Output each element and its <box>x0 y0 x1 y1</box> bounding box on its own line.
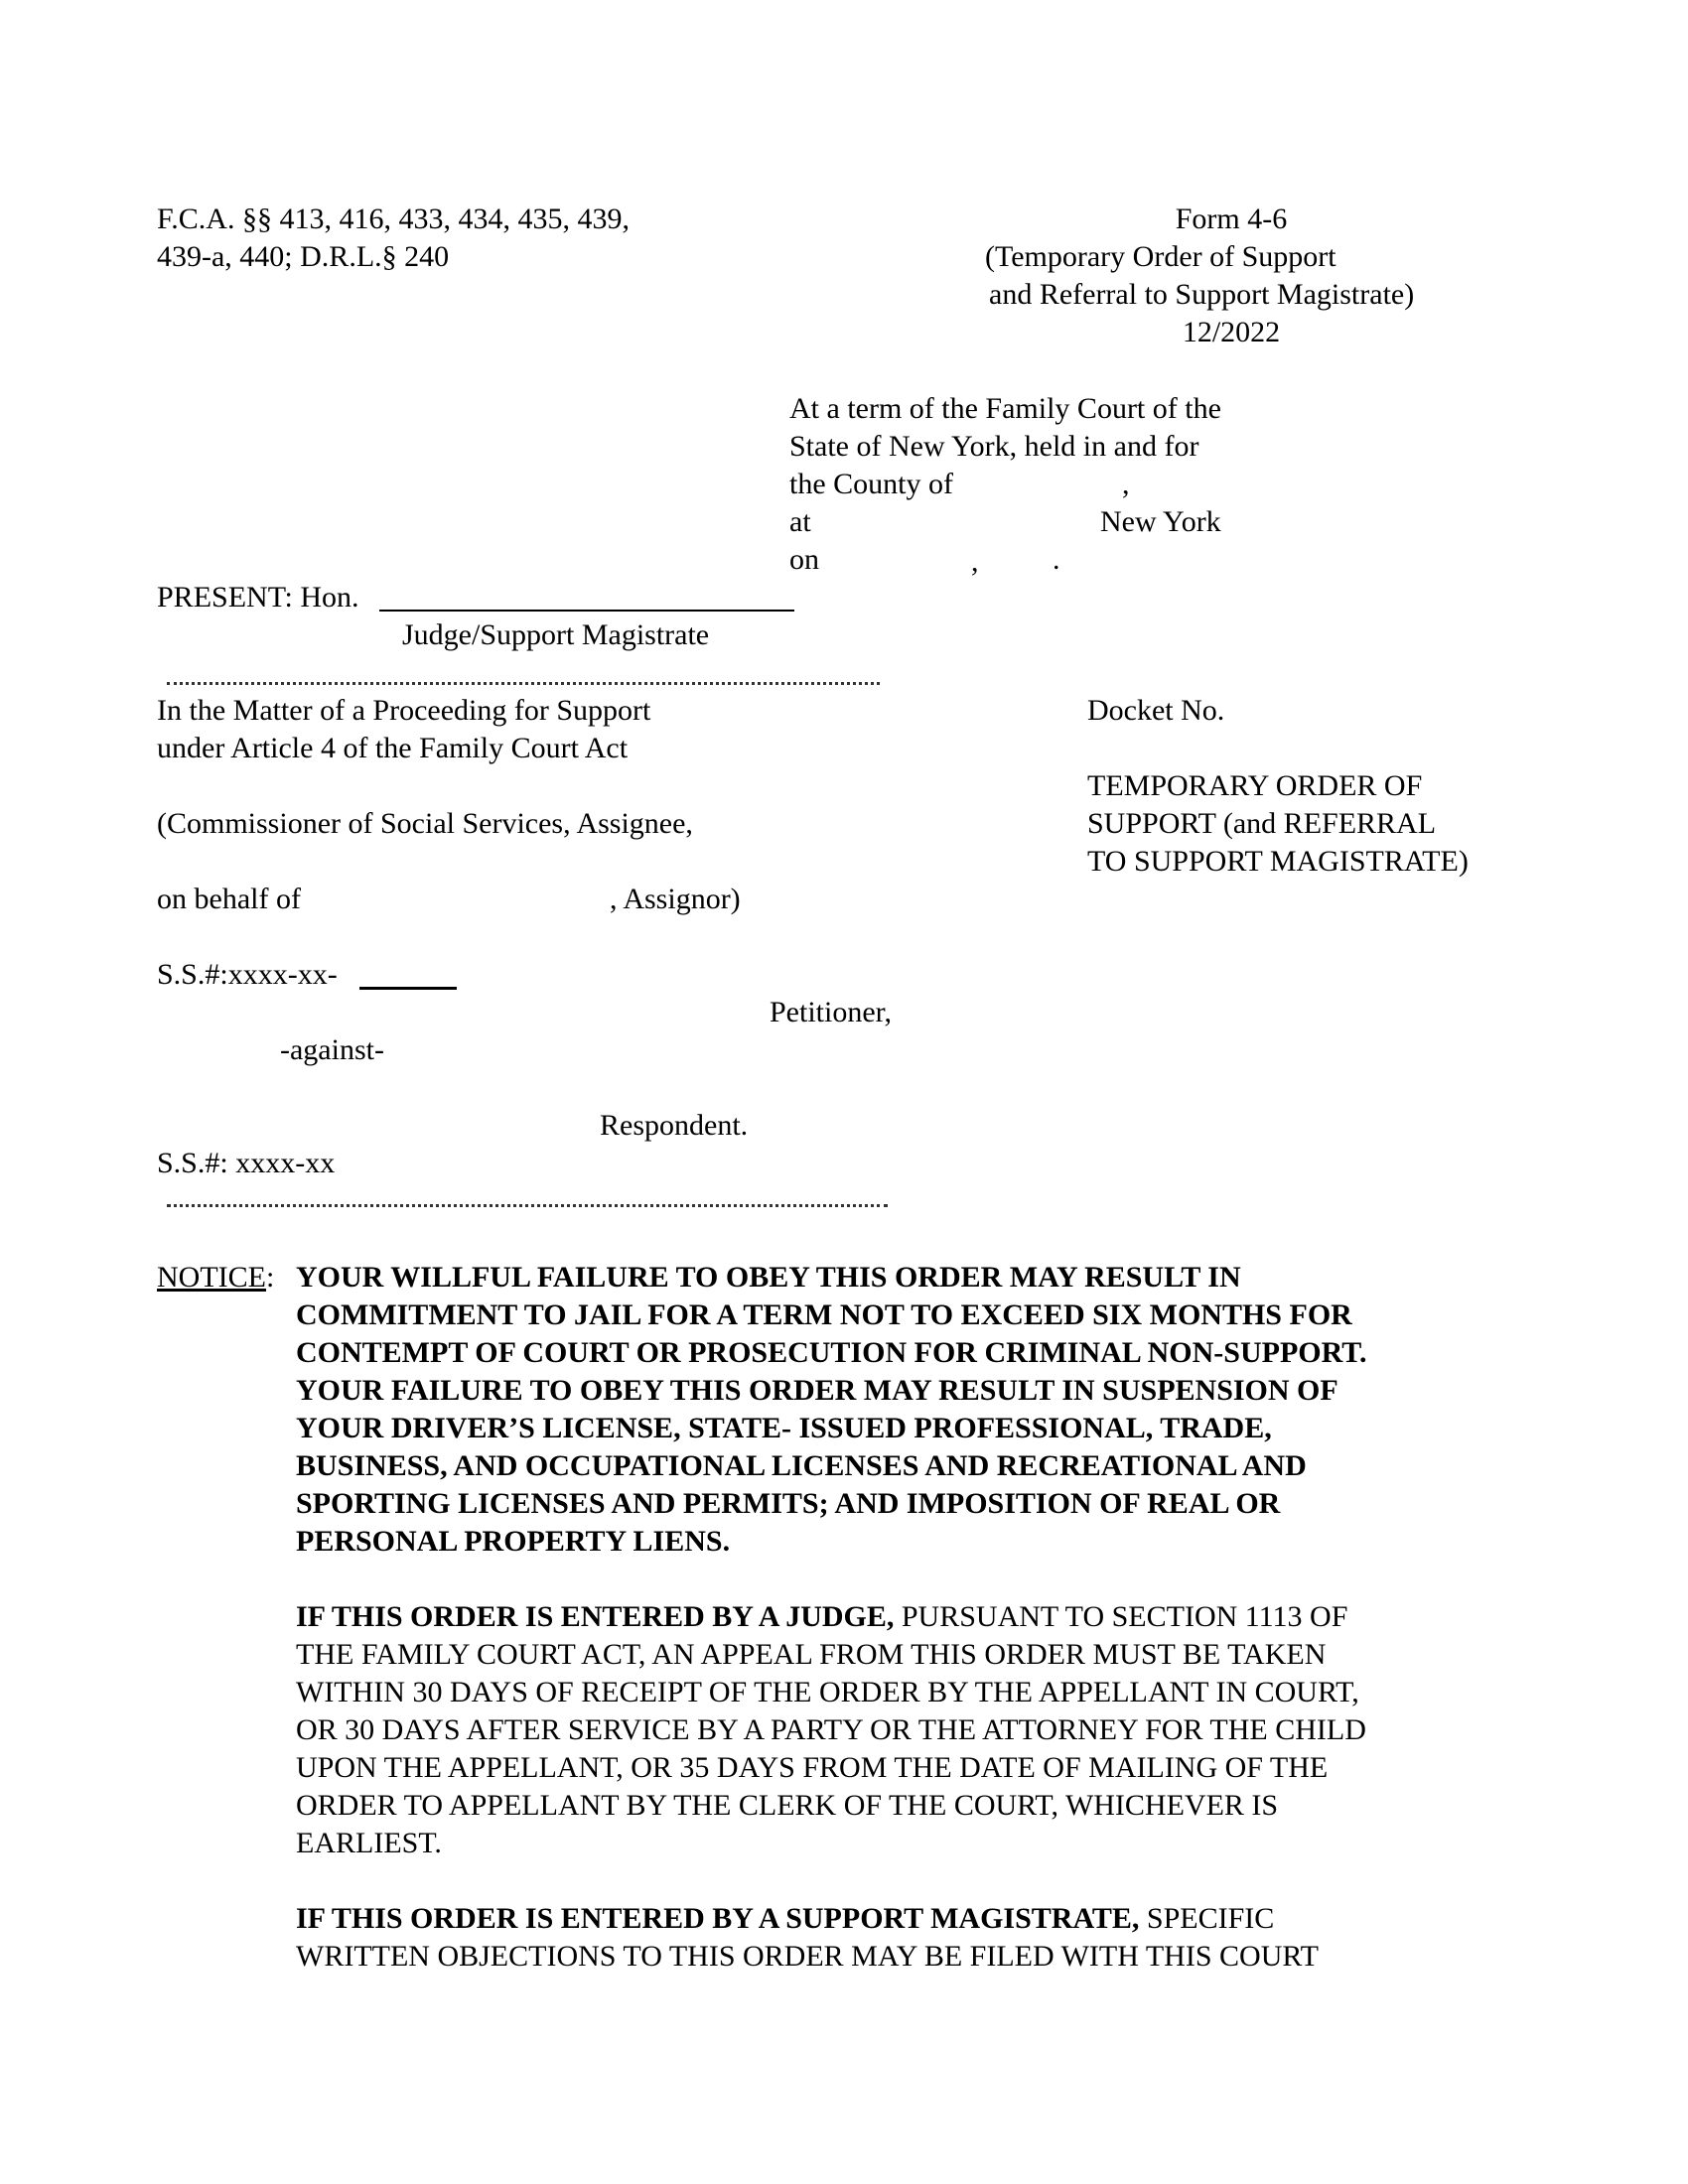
notice-warning-line: YOUR DRIVER’S LICENSE, STATE- ISSUED PROFESSIONAL, TRADE, <box>296 1412 1272 1444</box>
petitioner-ssn: S.S.#:xxxx-xx- <box>157 958 338 991</box>
respondent-label: Respondent. <box>600 1109 749 1142</box>
objection-magistrate-heading: IF THIS ORDER IS ENTERED BY A SUPPORT MAGISTRATE, <box>296 1902 1140 1935</box>
commissioner-line: (Commissioner of Social Services, Assignee, <box>157 807 693 840</box>
notice-warning-line: YOUR WILLFUL FAILURE TO OBEY THIS ORDER MAY RESULT IN <box>296 1261 1241 1294</box>
order-title-line2: SUPPORT (and REFERRAL <box>1087 807 1437 840</box>
court-term-line1: At a term of the Family Court of the <box>789 392 1221 425</box>
notice-warning-line: BUSINESS, AND OCCUPATIONAL LICENSES AND RECREATIONAL AND <box>296 1449 1307 1482</box>
appeal-judge-line: WITHIN 30 DAYS OF RECEIPT OF THE ORDER BY THE APPELLANT IN COURT, <box>296 1676 1359 1708</box>
appeal-judge-line: UPON THE APPELLANT, OR 35 DAYS FROM THE DATE OF MAILING OF THE <box>296 1751 1329 1784</box>
statute-reference-line2: 439-a, 440; D.R.L.§ 240 <box>157 240 450 273</box>
notice-label <box>157 1259 274 1297</box>
appeal-judge-line1 <box>296 1598 1347 1636</box>
court-term-date-comma: , <box>971 545 979 578</box>
objection-magistrate-text: SPECIFIC <box>1139 1902 1275 1935</box>
caption-top-divider <box>167 682 880 685</box>
court-term-line2: State of New York, held in and for <box>789 430 1199 463</box>
court-term-county: the County of <box>789 468 953 500</box>
caption-bottom-divider <box>167 1204 888 1207</box>
form-description-line2: and Referral to Support Magistrate) <box>989 278 1415 311</box>
statute-reference-line1: F.C.A. §§ 413, 416, 433, 434, 435, 439, <box>157 203 630 235</box>
order-title-line1: TEMPORARY ORDER OF <box>1087 769 1423 802</box>
assignor-label: , Assignor) <box>610 883 741 915</box>
against-label: -against- <box>280 1033 384 1066</box>
docket-number-label: Docket No. <box>1087 694 1225 727</box>
appeal-judge-line: EARLIEST. <box>296 1827 442 1859</box>
notice-warning-line: SPORTING LICENSES AND PERMITS; AND IMPOSITION OF REAL OR <box>296 1487 1281 1520</box>
court-term-at: at <box>789 505 811 538</box>
form-date: 12/2022 <box>1182 316 1281 348</box>
court-term-county-comma: , <box>1122 468 1130 500</box>
court-term-state: New York <box>1100 505 1221 538</box>
notice-warning-line: CONTEMPT OF COURT OR PROSECUTION FOR CRIMINAL NON-SUPPORT. <box>296 1336 1367 1369</box>
on-behalf-of-label: on behalf of <box>157 883 301 915</box>
objection-magistrate-line1 <box>296 1900 1274 1938</box>
court-term-on: on <box>789 543 819 576</box>
objection-magistrate-line2: WRITTEN OBJECTIONS TO THIS ORDER MAY BE FILED WITH THIS COURT <box>296 1940 1319 1973</box>
form-number: Form 4-6 <box>1175 203 1288 235</box>
court-term-date-period: . <box>1053 543 1060 576</box>
judge-name-blank[interactable] <box>379 610 794 612</box>
appeal-judge-line: ORDER TO APPELLANT BY THE CLERK OF THE COURT, WHICHEVER IS <box>296 1789 1279 1822</box>
notice-warning-line: PERSONAL PROPERTY LIENS. <box>296 1525 731 1558</box>
appeal-judge-heading: IF THIS ORDER IS ENTERED BY A JUDGE, <box>296 1600 895 1633</box>
matter-line2: under Article 4 of the Family Court Act <box>157 732 629 764</box>
notice-warning-line: COMMITMENT TO JAIL FOR A TERM NOT TO EXCEED SIX MONTHS FOR <box>296 1298 1352 1331</box>
notice-label-text: NOTICE <box>157 1261 266 1294</box>
appeal-judge-text: PURSUANT TO SECTION 1113 OF <box>894 1600 1348 1633</box>
appeal-judge-line: OR 30 DAYS AFTER SERVICE BY A PARTY OR THE ATTORNEY FOR THE CHILD <box>296 1713 1366 1746</box>
appeal-judge-line: THE FAMILY COURT ACT, AN APPEAL FROM THIS ORDER MUST BE TAKEN <box>296 1638 1327 1671</box>
notice-warning-line: YOUR FAILURE TO OBEY THIS ORDER MAY RESULT IN SUSPENSION OF <box>296 1374 1338 1407</box>
judge-title: Judge/Support Magistrate <box>402 618 710 651</box>
notice-colon: : <box>265 1261 275 1294</box>
respondent-ssn: S.S.#: xxxx-xx <box>157 1147 336 1179</box>
matter-line1: In the Matter of a Proceeding for Support <box>157 694 651 727</box>
petitioner-label: Petitioner, <box>770 996 892 1028</box>
order-title-line3: TO SUPPORT MAGISTRATE) <box>1087 845 1469 878</box>
petitioner-ssn-blank[interactable] <box>359 987 457 990</box>
form-description-line1: (Temporary Order of Support <box>985 240 1336 273</box>
present-hon-label: PRESENT: Hon. <box>157 581 359 614</box>
